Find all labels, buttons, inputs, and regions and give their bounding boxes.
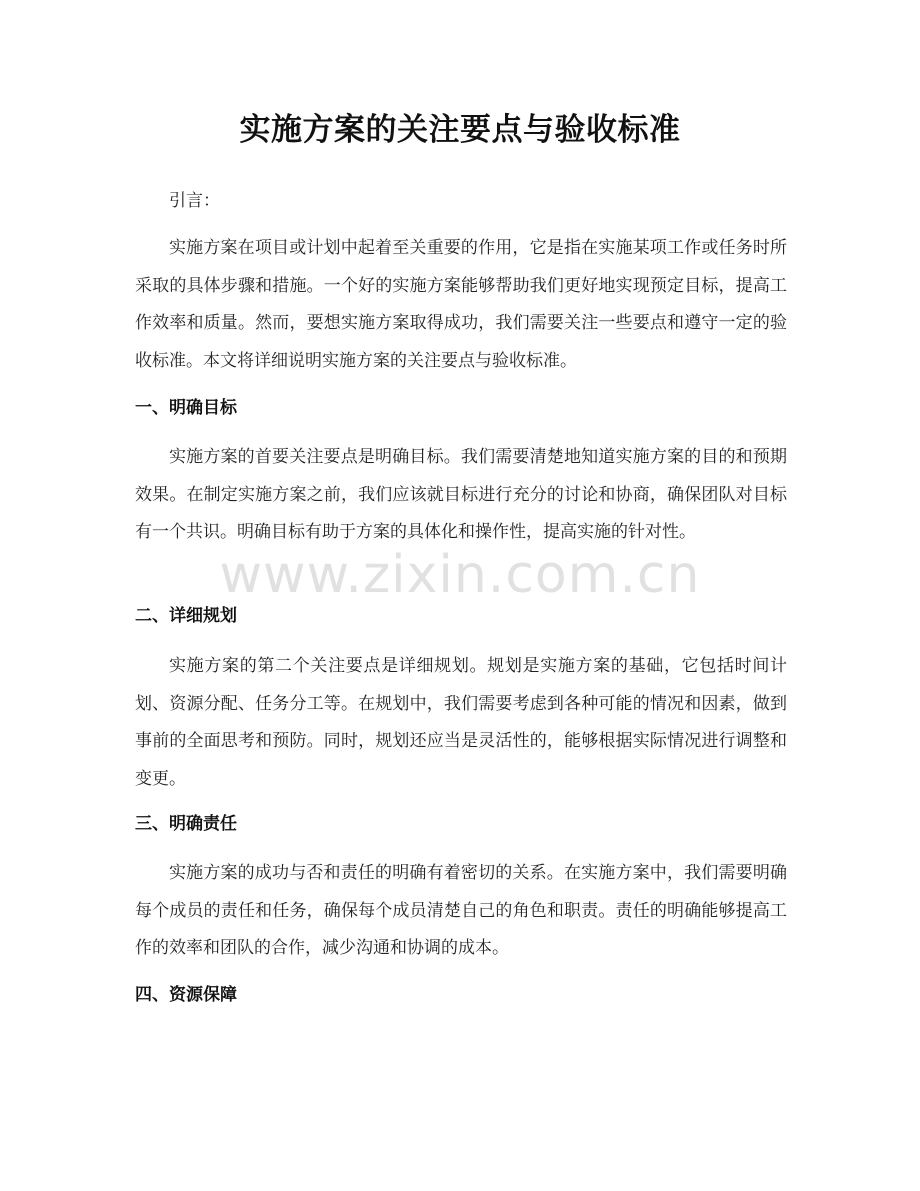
section-heading-3: 三、明确责任 <box>135 814 237 834</box>
watermark: www.zixin.com.cn <box>219 545 701 605</box>
intro-label: 引言： <box>169 191 220 211</box>
section-paragraph-1: 实施方案的首要关注要点是明确目标。我们需要清楚地知道实施方案的目的和预期效果。在制定实施方案之前，我们应该就目标进行充分的讨论和协商，确保团队对目标有一个共识。明确目标有助于方案的具体化和操作性，提高实施的针对性。 <box>135 447 787 542</box>
intro-paragraph: 实施方案在项目或计划中起着至关重要的作用，它是指在实施某项工作或任务时所采取的具体步骤和措施。一个好的实施方案能够帮助我们更好地实现预定目标，提高工作效率和质量。然而，要想实施方案取得成功，我们需要关注一些要点和遵守一定的验收标准。本文将详细说明实施方案的关注要点与验收标准。 <box>135 238 787 371</box>
section-heading-1: 一、明确目标 <box>135 398 237 418</box>
section-heading-2: 二、详细规划 <box>135 606 237 626</box>
section-heading-4: 四、资源保障 <box>135 985 237 1005</box>
document-title: 实施方案的关注要点与验收标准 <box>239 112 681 148</box>
section-paragraph-3: 实施方案的成功与否和责任的明确有着密切的关系。在实施方案中，我们需要明确每个成员的责任和任务，确保每个成员清楚自己的角色和职责。责任的明确能够提高工作的效率和团队的合作，减少沟通和协调的成本。 <box>135 863 787 958</box>
section-paragraph-2: 实施方案的第二个关注要点是详细规划。规划是实施方案的基础，它包括时间计划、资源分配、任务分工等。在规划中，我们需要考虑到各种可能的情况和因素，做到事前的全面思考和预防。同时，规划还应当是灵活性的，能够根据实际情况进行调整和变更。 <box>135 656 787 789</box>
